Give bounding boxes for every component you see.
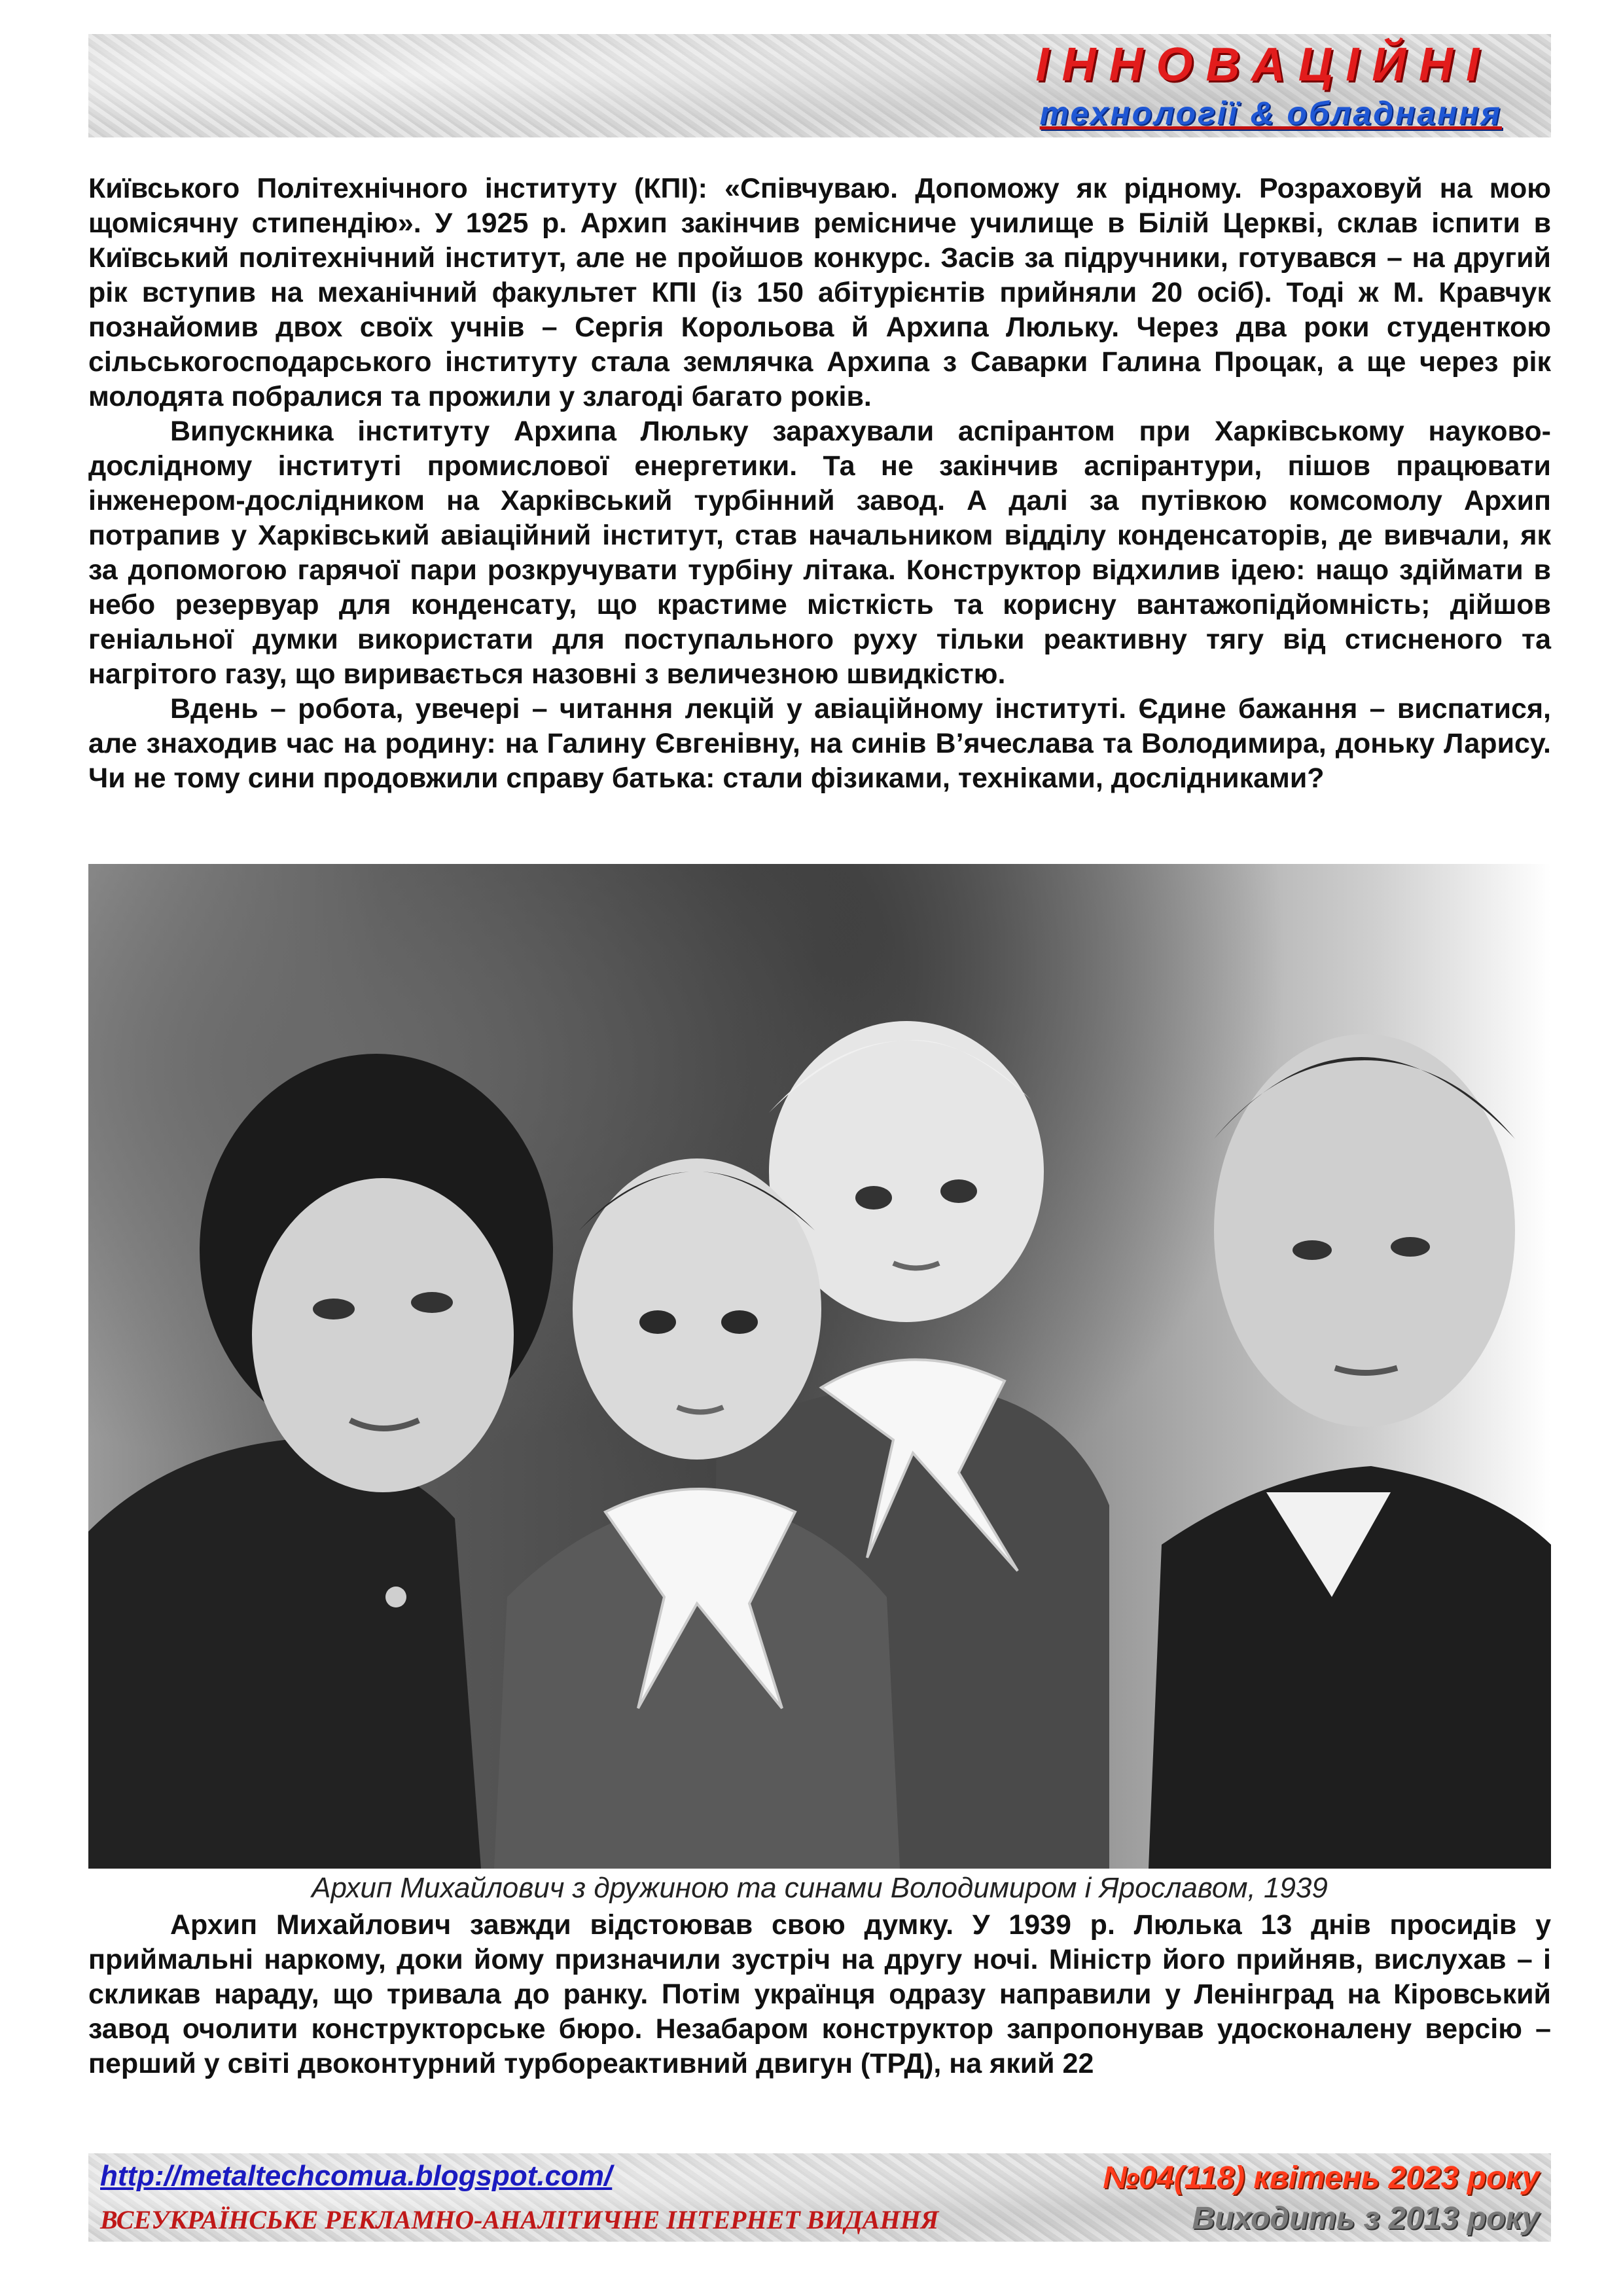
article-body-top xyxy=(88,171,1551,796)
man-figure xyxy=(1149,1034,1551,1869)
footer-since-year: Виходить з 2013 року xyxy=(1192,2201,1539,2236)
masthead-subtitle: технології & обладнання xyxy=(1039,95,1502,132)
footer-tagline: ВСЕУКРАЇНСЬКЕ РЕКЛАМНО-АНАЛІТИЧНЕ ІНТЕРНЕТ ВИДАННЯ xyxy=(100,2205,939,2234)
footer-url-link[interactable]: http://metaltechcomua.blogspot.com/ xyxy=(100,2160,613,2192)
footer-banner xyxy=(88,2153,1551,2242)
family-photo-illustration xyxy=(88,864,1551,1869)
article-paragraph: Архип Михайлович завжди відстоював свою думку. У 1939 р. Люлька 13 днів просидів у приймальні наркому, доки йому призначили зустріч на другу ночі. Міністр його прийняв, вислухав – і скликав нараду, що тривала до ранку. Потім українця одразу направили у Ленінград на Кіровський завод очолити конструкторське бюро. Незабаром конструктор запропонував удосконалену версію – перший у світі двоконтурний турбореактивний двигун (ТРД), на який 22 xyxy=(88,1909,1551,2079)
article-paragraph: Випускника інституту Архипа Люльку зарахували аспірантом при Харківському науково-дослідному інституті промислової енергетики. Та не закінчив аспірантури, пішов працювати інженером-дослідником на Харківський турбінний завод. А далі за путівкою комсомолу Архип потрапив у Харківський авіаційний інститут, став начальником відділу конденсаторів, де вивчали, як за допомогою гарячої пари розкручувати турбіну літака. Конструктор відхилив ідею: нащо здіймати в небо резервуар для конденсату, що крастиме місткість та корисну вантажопідйомність; дійшов геніальної думки використати для поступального руху тільки реактивну тягу від стисненого та нагрітого газу, що виривається назовні з величезною швидкістю. xyxy=(88,416,1551,690)
article-paragraph: Вдень – робота, увечері – читання лекцій у авіаційному інституті. Єдине бажання – виспатися, але знаходив час на родину: на Галину Євгенівну, на синів В’ячеслава та Володимира, доньку Ларису. Чи не тому сини продовжили справу батька: стали фізиками, техніками, дослідниками? xyxy=(88,693,1551,794)
footer-issue-number: №04(118) квітень 2023 року xyxy=(1103,2161,1539,2195)
woman-figure xyxy=(88,1054,553,1869)
photo-caption: Архип Михайлович з дружиною та синами Володимиром і Ярославом, 1939 xyxy=(312,1872,1328,1904)
article-body-bottom xyxy=(88,1908,1551,2081)
masthead-banner xyxy=(88,34,1551,137)
article-paragraph: Київського Політехнічного інституту (КПІ): «Співчуваю. Допоможу як рідному. Розраховуй на мою щомісячну стипендію». У 1925 р. Архип закінчив ремісниче училище в Білій Церкві, склав іспити в Київський політехнічний інститут, але не пройшов конкурс. Засів за підручники, готувався – на другий рік вступив на механічний факультет КПІ (із 150 абітурієнтів прийняли 20 осіб). Тоді ж М. Кравчук познайомив двох своїх учнів – Сергія Корольова й Архипа Люльку. Через два роки студенткою сільськогосподарського інституту стала землячка Архипа з Саварки Галина Процак, а ще через рік молодята побралися та прожили у злагоді багато років. xyxy=(88,173,1551,412)
masthead-title: ІННОВАЦІЙНІ xyxy=(1035,39,1492,91)
family-photo xyxy=(88,864,1551,1869)
